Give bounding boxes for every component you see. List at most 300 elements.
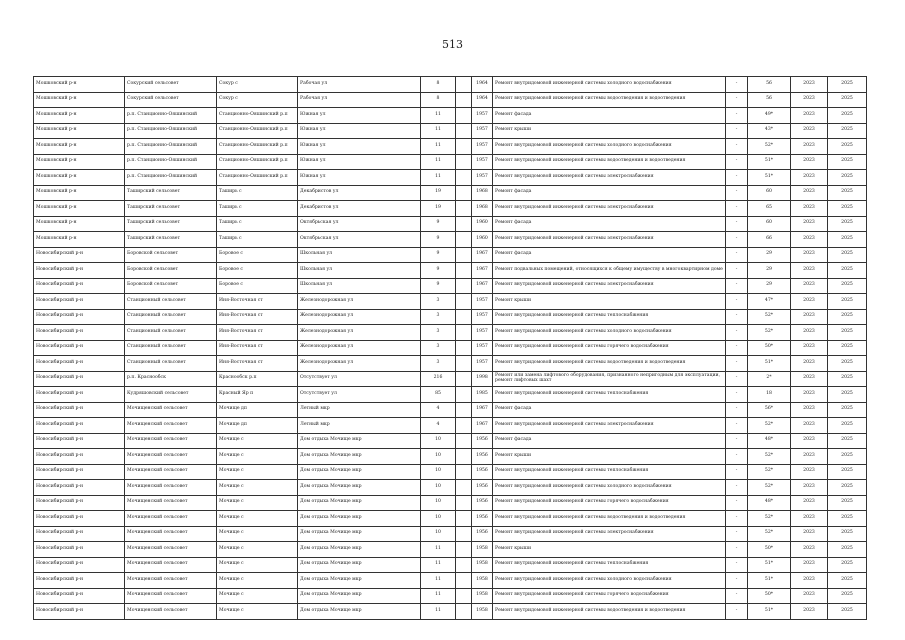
cell-municipality: Мочищенский сельсовет	[125, 449, 217, 465]
cell-municipality: Станционный сельсовет	[125, 309, 217, 325]
cell-start-year: 2023	[791, 449, 828, 465]
cell-settlement: Боровое с	[217, 278, 298, 294]
cell-end-year: 2025	[828, 573, 867, 589]
cell-street: Школьная ул	[298, 278, 421, 294]
cell-building	[456, 356, 472, 372]
cell-settlement: Иня-Восточная ст	[217, 325, 298, 341]
cell-district: Мошковский р-н	[34, 92, 125, 108]
cell-end-year: 2025	[828, 154, 867, 170]
cell-street: Дом отдыха Мочище мкр	[298, 604, 421, 620]
table-row	[34, 201, 867, 217]
cell-house-number: 11	[421, 542, 456, 558]
cell-start-year: 2023	[791, 139, 828, 155]
cell-service-life: 49*	[748, 108, 791, 124]
cell-work-type: Ремонт крыши	[493, 449, 726, 465]
cell-street: Южная ул	[298, 108, 421, 124]
cell-start-year: 2023	[791, 123, 828, 139]
cell-municipality: Мочищенский сельсовет	[125, 495, 217, 511]
cell-settlement: Мочище с	[217, 588, 298, 604]
cell-municipality: Мочищенский сельсовет	[125, 542, 217, 558]
cell-municipality: Боровской сельсовет	[125, 263, 217, 279]
cell-year-built: 1967	[472, 402, 493, 418]
cell-municipality: р.п. Станционно-Ояшинский	[125, 108, 217, 124]
cell-municipality: Мочищенский сельсовет	[125, 557, 217, 573]
table-row	[34, 154, 867, 170]
cell-cost: -	[726, 588, 748, 604]
cell-street: Отсутствует ул	[298, 371, 421, 387]
table-row	[34, 387, 867, 403]
cell-house-number: 10	[421, 433, 456, 449]
cell-year-built: 1968	[472, 185, 493, 201]
cell-building	[456, 604, 472, 620]
cell-district: Новосибирский р-н	[34, 309, 125, 325]
cell-year-built: 1956	[472, 480, 493, 496]
cell-house-number: 11	[421, 588, 456, 604]
cell-building	[456, 263, 472, 279]
table-row	[34, 449, 867, 465]
cell-building	[456, 77, 472, 93]
cell-year-built: 1964	[472, 92, 493, 108]
cell-year-built: 1956	[472, 449, 493, 465]
cell-settlement: Мочище с	[217, 433, 298, 449]
cell-service-life: 52*	[748, 480, 791, 496]
cell-cost: -	[726, 185, 748, 201]
cell-building	[456, 108, 472, 124]
cell-work-type: Ремонт внутридомовой инженерной системы теплоснабжения	[493, 557, 726, 573]
cell-municipality: Станционный сельсовет	[125, 325, 217, 341]
cell-service-life: 56	[748, 77, 791, 93]
cell-end-year: 2025	[828, 278, 867, 294]
cell-cost: -	[726, 123, 748, 139]
cell-service-life: 51*	[748, 557, 791, 573]
cell-start-year: 2023	[791, 154, 828, 170]
cell-service-life: 51*	[748, 170, 791, 186]
cell-settlement: Мочище с	[217, 449, 298, 465]
cell-building	[456, 557, 472, 573]
cell-municipality: Таширский сельсовет	[125, 201, 217, 217]
cell-building	[456, 294, 472, 310]
cell-building	[456, 464, 472, 480]
cell-district: Новосибирский р-н	[34, 340, 125, 356]
cell-building	[456, 542, 472, 558]
table-row	[34, 542, 867, 558]
cell-district: Новосибирский р-н	[34, 480, 125, 496]
cell-service-life: 52*	[748, 418, 791, 434]
cell-street: Дом отдыха Мочище мкр	[298, 573, 421, 589]
cell-street: Южная ул	[298, 170, 421, 186]
cell-municipality: Мочищенский сельсовет	[125, 402, 217, 418]
cell-district: Мошковский р-н	[34, 154, 125, 170]
cell-service-life: 29	[748, 278, 791, 294]
cell-work-type: Ремонт внутридомовой инженерной системы водоотведения и водоотведения	[493, 154, 726, 170]
cell-service-life: 52*	[748, 449, 791, 465]
cell-district: Новосибирский р-н	[34, 433, 125, 449]
cell-house-number: 11	[421, 108, 456, 124]
cell-end-year: 2025	[828, 139, 867, 155]
cell-year-built: 1957	[472, 325, 493, 341]
cell-district: Мошковский р-н	[34, 77, 125, 93]
cell-house-number: 3	[421, 294, 456, 310]
cell-municipality: Мочищенский сельсовет	[125, 573, 217, 589]
cell-cost: -	[726, 263, 748, 279]
cell-street: Дом отдыха Мочище мкр	[298, 433, 421, 449]
cell-work-type: Ремонт внутридомовой инженерной системы горячего водоснабжения	[493, 588, 726, 604]
cell-building	[456, 449, 472, 465]
cell-municipality: Сокурский сельсовет	[125, 92, 217, 108]
cell-service-life: 52*	[748, 309, 791, 325]
cell-work-type: Ремонт внутридомовой инженерной системы электроснабжения	[493, 201, 726, 217]
cell-work-type: Ремонт внутридомовой инженерной системы горячего водоснабжения	[493, 495, 726, 511]
cell-municipality: р.п. Станционно-Ояшинский	[125, 170, 217, 186]
cell-start-year: 2023	[791, 325, 828, 341]
cell-year-built: 1967	[472, 278, 493, 294]
cell-district: Новосибирский р-н	[34, 402, 125, 418]
cell-start-year: 2023	[791, 201, 828, 217]
cell-street: Отсутствует ул	[298, 387, 421, 403]
cell-year-built: 1958	[472, 557, 493, 573]
table-row	[34, 480, 867, 496]
cell-street: Декабристов ул	[298, 201, 421, 217]
cell-building	[456, 371, 472, 387]
cell-start-year: 2023	[791, 542, 828, 558]
table-row	[34, 433, 867, 449]
cell-house-number: 10	[421, 480, 456, 496]
cell-cost: -	[726, 433, 748, 449]
cell-municipality: р.п. Станционно-Ояшинский	[125, 154, 217, 170]
cell-settlement: Краснообск р.п	[217, 371, 298, 387]
cell-settlement: Мочище с	[217, 526, 298, 542]
cell-year-built: 1956	[472, 511, 493, 527]
cell-start-year: 2023	[791, 170, 828, 186]
cell-district: Новосибирский р-н	[34, 371, 125, 387]
cell-service-life: 66	[748, 232, 791, 248]
cell-settlement: Мочище с	[217, 464, 298, 480]
cell-start-year: 2023	[791, 371, 828, 387]
cell-start-year: 2023	[791, 263, 828, 279]
cell-cost: -	[726, 170, 748, 186]
cell-end-year: 2025	[828, 263, 867, 279]
cell-service-life: 51*	[748, 356, 791, 372]
cell-end-year: 2025	[828, 325, 867, 341]
cell-settlement: Мочище с	[217, 542, 298, 558]
cell-cost: -	[726, 247, 748, 263]
cell-settlement: Станционно-Ояшинский р.п	[217, 154, 298, 170]
cell-year-built: 1957	[472, 170, 493, 186]
cell-start-year: 2023	[791, 480, 828, 496]
cell-work-type: Ремонт внутридомовой инженерной системы горячего водоснабжения	[493, 340, 726, 356]
cell-municipality: Таширский сельсовет	[125, 216, 217, 232]
cell-cost: -	[726, 356, 748, 372]
cell-work-type: Ремонт внутридомовой инженерной системы электроснабжения	[493, 232, 726, 248]
cell-work-type: Ремонт внутридомовой инженерной системы теплоснабжения	[493, 464, 726, 480]
cell-settlement: Мочище с	[217, 573, 298, 589]
cell-cost: -	[726, 340, 748, 356]
cell-house-number: 8	[421, 77, 456, 93]
cell-settlement: Иня-Восточная ст	[217, 356, 298, 372]
cell-district: Новосибирский р-н	[34, 464, 125, 480]
cell-district: Новосибирский р-н	[34, 356, 125, 372]
cell-start-year: 2023	[791, 278, 828, 294]
cell-municipality: Мочищенский сельсовет	[125, 480, 217, 496]
table-row	[34, 604, 867, 620]
cell-street: Дом отдыха Мочище мкр	[298, 511, 421, 527]
cell-end-year: 2025	[828, 356, 867, 372]
cell-service-life: 60	[748, 216, 791, 232]
cell-street: Железнодорожная ул	[298, 356, 421, 372]
cell-service-life: 51*	[748, 573, 791, 589]
cell-year-built: 1960	[472, 232, 493, 248]
table-row	[34, 511, 867, 527]
cell-building	[456, 588, 472, 604]
cell-work-type: Ремонт внутридомовой инженерной системы холодного водоснабжения	[493, 573, 726, 589]
cell-building	[456, 232, 472, 248]
table-body	[34, 77, 867, 620]
cell-cost: -	[726, 418, 748, 434]
cell-settlement: Сокур с	[217, 77, 298, 93]
cell-house-number: 11	[421, 573, 456, 589]
cell-settlement: Таширь с	[217, 216, 298, 232]
table-row	[34, 371, 867, 387]
cell-settlement: Мочище дп	[217, 402, 298, 418]
cell-service-life: 43*	[748, 123, 791, 139]
cell-house-number: 8	[421, 92, 456, 108]
cell-year-built: 1957	[472, 340, 493, 356]
repair-schedule-table	[33, 76, 867, 620]
cell-year-built: 1956	[472, 464, 493, 480]
table-row	[34, 573, 867, 589]
cell-start-year: 2023	[791, 232, 828, 248]
cell-end-year: 2025	[828, 170, 867, 186]
table-row	[34, 294, 867, 310]
page-number: 513	[442, 38, 463, 51]
cell-street: Декабристов ул	[298, 185, 421, 201]
cell-year-built: 1985	[472, 387, 493, 403]
cell-house-number: 3	[421, 340, 456, 356]
cell-house-number: 11	[421, 557, 456, 573]
cell-end-year: 2025	[828, 185, 867, 201]
cell-start-year: 2023	[791, 216, 828, 232]
cell-house-number: 4	[421, 402, 456, 418]
cell-cost: -	[726, 464, 748, 480]
cell-start-year: 2023	[791, 526, 828, 542]
cell-municipality: Мочищенский сельсовет	[125, 526, 217, 542]
cell-cost: -	[726, 495, 748, 511]
cell-settlement: Сокур с	[217, 92, 298, 108]
cell-house-number: 11	[421, 123, 456, 139]
cell-year-built: 1957	[472, 108, 493, 124]
cell-work-type: Ремонт внутридомовой инженерной системы водоотведения и водоотведения	[493, 92, 726, 108]
cell-start-year: 2023	[791, 92, 828, 108]
table-row	[34, 356, 867, 372]
cell-house-number: 9	[421, 247, 456, 263]
cell-building	[456, 495, 472, 511]
cell-building	[456, 402, 472, 418]
cell-street: Железнодорожная ул	[298, 325, 421, 341]
cell-district: Мошковский р-н	[34, 108, 125, 124]
cell-settlement: Станционно-Ояшинский р.п	[217, 139, 298, 155]
cell-start-year: 2023	[791, 402, 828, 418]
cell-settlement: Таширь с	[217, 201, 298, 217]
cell-work-type: Ремонт внутридомовой инженерной системы электроснабжения	[493, 526, 726, 542]
table-row	[34, 185, 867, 201]
cell-cost: -	[726, 573, 748, 589]
cell-street: Школьная ул	[298, 263, 421, 279]
cell-municipality: р.п. Станционно-Ояшинский	[125, 123, 217, 139]
cell-settlement: Иня-Восточная ст	[217, 340, 298, 356]
cell-house-number: 9	[421, 263, 456, 279]
cell-work-type: Ремонт фасада	[493, 433, 726, 449]
cell-municipality: Мочищенский сельсовет	[125, 588, 217, 604]
cell-district: Новосибирский р-н	[34, 542, 125, 558]
cell-house-number: 11	[421, 154, 456, 170]
cell-start-year: 2023	[791, 309, 828, 325]
cell-house-number: 19	[421, 185, 456, 201]
cell-street: Железнодорожная ул	[298, 309, 421, 325]
cell-municipality: Станционный сельсовет	[125, 356, 217, 372]
cell-work-type: Ремонт внутридомовой инженерной системы холодного водоснабжения	[493, 480, 726, 496]
cell-municipality: Станционный сельсовет	[125, 294, 217, 310]
cell-end-year: 2025	[828, 480, 867, 496]
cell-building	[456, 216, 472, 232]
cell-start-year: 2023	[791, 247, 828, 263]
cell-settlement: Таширь с	[217, 232, 298, 248]
cell-house-number: 3	[421, 356, 456, 372]
cell-start-year: 2023	[791, 185, 828, 201]
cell-building	[456, 418, 472, 434]
cell-service-life: 52*	[748, 139, 791, 155]
cell-building	[456, 433, 472, 449]
cell-start-year: 2023	[791, 573, 828, 589]
cell-settlement: Мочище с	[217, 495, 298, 511]
cell-start-year: 2023	[791, 511, 828, 527]
cell-end-year: 2025	[828, 92, 867, 108]
cell-start-year: 2023	[791, 356, 828, 372]
cell-work-type: Ремонт внутридомовой инженерной системы водоотведения и водоотведения	[493, 511, 726, 527]
cell-municipality: Мочищенский сельсовет	[125, 511, 217, 527]
cell-cost: -	[726, 542, 748, 558]
cell-cost: -	[726, 139, 748, 155]
cell-street: Дом отдыха Мочище мкр	[298, 480, 421, 496]
cell-cost: -	[726, 325, 748, 341]
cell-service-life: 60	[748, 185, 791, 201]
cell-house-number: 10	[421, 495, 456, 511]
cell-end-year: 2025	[828, 77, 867, 93]
cell-year-built: 1957	[472, 123, 493, 139]
cell-service-life: 47*	[748, 294, 791, 310]
cell-end-year: 2025	[828, 449, 867, 465]
cell-street: Дом отдыха Мочище мкр	[298, 542, 421, 558]
cell-settlement: Станционно-Ояшинский р.п	[217, 123, 298, 139]
cell-end-year: 2025	[828, 604, 867, 620]
cell-district: Новосибирский р-н	[34, 263, 125, 279]
table-row	[34, 170, 867, 186]
cell-house-number: 11	[421, 604, 456, 620]
cell-cost: -	[726, 92, 748, 108]
cell-street: Октябрьская ул	[298, 232, 421, 248]
cell-work-type: Ремонт внутридомовой инженерной системы холодного водоснабжения	[493, 139, 726, 155]
cell-district: Мошковский р-н	[34, 232, 125, 248]
cell-end-year: 2025	[828, 340, 867, 356]
cell-street: Дом отдыха Мочище мкр	[298, 495, 421, 511]
cell-year-built: 1958	[472, 604, 493, 620]
cell-year-built: 1967	[472, 263, 493, 279]
cell-building	[456, 340, 472, 356]
cell-settlement: Красный Яр п	[217, 387, 298, 403]
cell-district: Новосибирский р-н	[34, 526, 125, 542]
cell-municipality: Мочищенский сельсовет	[125, 433, 217, 449]
cell-cost: -	[726, 371, 748, 387]
cell-end-year: 2025	[828, 418, 867, 434]
cell-building	[456, 201, 472, 217]
cell-municipality: Боровской сельсовет	[125, 247, 217, 263]
cell-settlement: Мочище с	[217, 480, 298, 496]
cell-building	[456, 139, 472, 155]
cell-work-type: Ремонт фасада	[493, 108, 726, 124]
cell-district: Новосибирский р-н	[34, 573, 125, 589]
table-row	[34, 216, 867, 232]
cell-district: Новосибирский р-н	[34, 278, 125, 294]
cell-end-year: 2025	[828, 201, 867, 217]
cell-settlement: Мочище с	[217, 511, 298, 527]
cell-end-year: 2025	[828, 464, 867, 480]
cell-building	[456, 325, 472, 341]
cell-work-type: Ремонт фасада	[493, 402, 726, 418]
cell-work-type: Ремонт внутридомовой инженерной системы электроснабжения	[493, 170, 726, 186]
cell-end-year: 2025	[828, 123, 867, 139]
table-row	[34, 464, 867, 480]
cell-service-life: 65	[748, 201, 791, 217]
cell-cost: -	[726, 402, 748, 418]
cell-end-year: 2025	[828, 402, 867, 418]
cell-year-built: 1957	[472, 139, 493, 155]
cell-settlement: Станционно-Ояшинский р.п	[217, 108, 298, 124]
cell-building	[456, 573, 472, 589]
cell-work-type: Ремонт крыши	[493, 294, 726, 310]
table-row	[34, 402, 867, 418]
cell-district: Новосибирский р-н	[34, 418, 125, 434]
cell-service-life: 51*	[748, 604, 791, 620]
cell-street: Дом отдыха Мочище мкр	[298, 526, 421, 542]
cell-building	[456, 170, 472, 186]
table-row	[34, 139, 867, 155]
table-row	[34, 418, 867, 434]
cell-street: Дом отдыха Мочище мкр	[298, 449, 421, 465]
cell-street: Школьная ул	[298, 247, 421, 263]
cell-settlement: Мочище с	[217, 604, 298, 620]
cell-building	[456, 278, 472, 294]
cell-cost: -	[726, 278, 748, 294]
cell-end-year: 2025	[828, 557, 867, 573]
cell-work-type: Ремонт внутридомовой инженерной системы холодного водоснабжения	[493, 77, 726, 93]
cell-house-number: 3	[421, 325, 456, 341]
cell-street: Дом отдыха Мочище мкр	[298, 464, 421, 480]
table-row	[34, 557, 867, 573]
cell-work-type: Ремонт фасада	[493, 247, 726, 263]
cell-service-life: 2*	[748, 371, 791, 387]
table-row	[34, 526, 867, 542]
cell-cost: -	[726, 557, 748, 573]
table-row	[34, 263, 867, 279]
cell-year-built: 1958	[472, 573, 493, 589]
table-row	[34, 232, 867, 248]
cell-district: Новосибирский р-н	[34, 294, 125, 310]
cell-service-life: 52*	[748, 526, 791, 542]
table-row	[34, 123, 867, 139]
cell-house-number: 4	[421, 418, 456, 434]
cell-cost: -	[726, 526, 748, 542]
cell-year-built: 1957	[472, 294, 493, 310]
cell-district: Мошковский р-н	[34, 201, 125, 217]
